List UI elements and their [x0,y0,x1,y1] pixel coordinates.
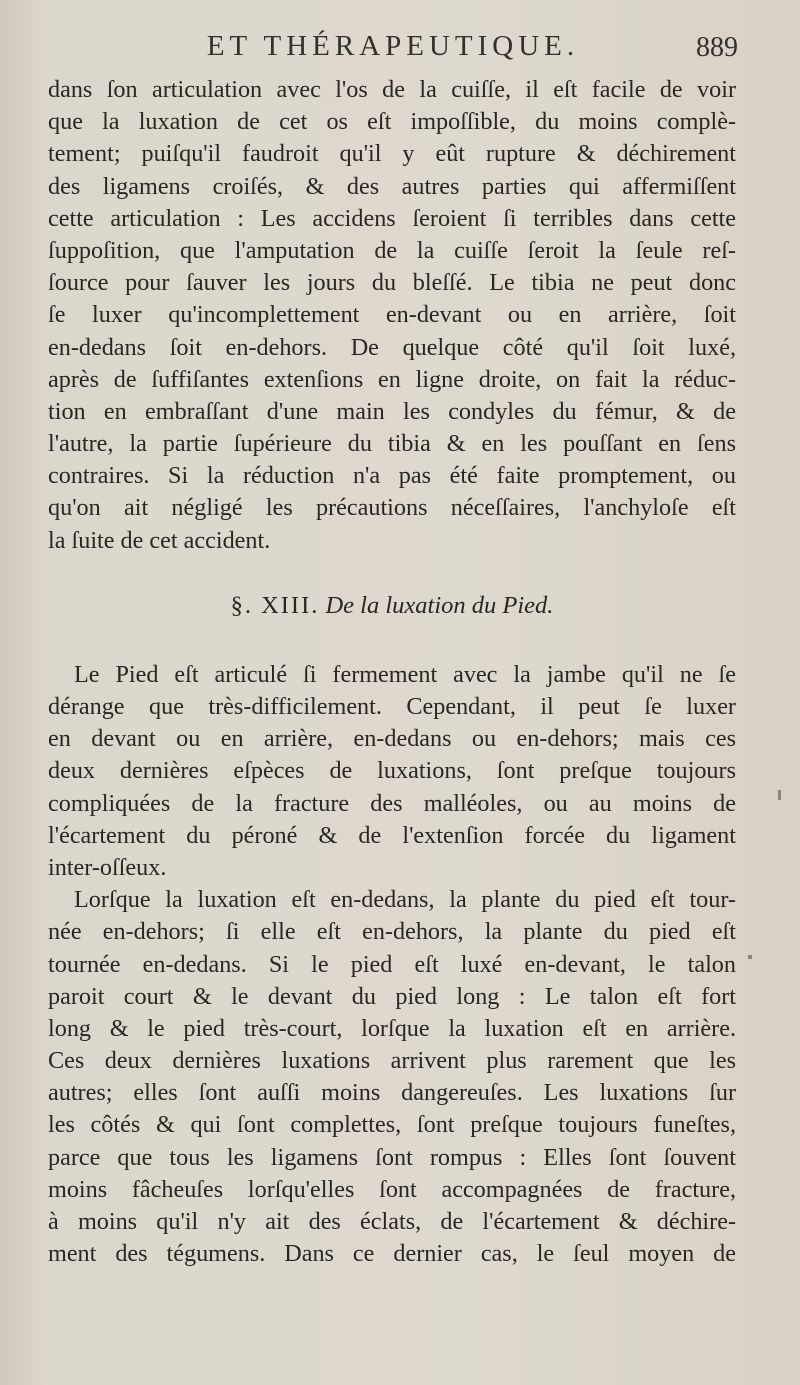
text-line: tement; puiſqu'il faudroit qu'il y eût rupture & déchirement [48,140,736,168]
text-line: après de ſuffiſantes extenſions en ligne droite, on fait la réduc- [48,365,736,393]
text-line: l'écartement du péroné & de l'extenſion forcée du ligament [48,821,736,849]
text-line: l'autre, la partie ſupérieure du tibia & en les pouſſant en ſens [48,430,736,458]
text-line: les côtés & qui ſont complettes, ſont preſque toujours funeſtes, [48,1111,736,1139]
text-line: Le Pied eſt articulé ſi fermement avec la jambe qu'il ne ſe [74,660,736,688]
text-line: tournée en-dedans. Si le pied eſt luxé en-devant, le talon [48,950,736,978]
text-line: à moins qu'il n'y ait des éclats, de l'écartement & déchire- [48,1208,736,1235]
text-line: des ligamens croiſés, & des autres parties qui affermiſſent [48,172,736,200]
text-line: que la luxation de cet os eſt impoſſible, du moins complè- [48,108,736,136]
section-title: De la luxation du Pied. [325,591,554,619]
running-header: ET THÉRAPEUTIQUE. [206,30,580,62]
text-line: dans ſon articulation avec l'os de la cuiſſe, il eſt facile de voir [48,76,736,103]
text-line: autres; elles ſont auſſi moins dangereuſes. Les luxations ſur [48,1079,736,1107]
paper-blemish [778,790,781,800]
text-line: née en-dehors; ſi elle eſt en-dehors, la plante du pied eſt [48,918,736,946]
text-line: Lorſque la luxation eſt en-dedans, la plante du pied eſt tour- [74,886,736,914]
text-line: ſource pour ſauver les jours du bleſſé. Le tibia ne peut donc [48,269,736,297]
text-line: moins fâcheuſes lorſqu'elles ſont accompagnées de fracture, [48,1175,736,1203]
paragraph-foot-details [48,884,736,1270]
text-line: long & le pied très-court, lorſque la luxation eſt en arrière. [48,1014,736,1042]
text-line: deux dernières eſpèces de luxations, ſont preſque toujours [48,757,736,785]
spacer [48,641,736,659]
text-line: cette articulation : Les accidens ſeroient ſi terribles dans cette [48,204,736,232]
page-number: 889 [696,32,738,63]
text-line: en-dedans ſoit en-dehors. De quelque côté qu'il ſoit luxé, [48,333,736,361]
text-line: inter-oſſeux. [48,853,167,881]
text-line: parce que tous les ligamens ſont rompus : Elles ſont ſouvent [48,1143,736,1171]
text-line: ment des tégumens. Dans ce dernier cas, le ſeul moyen de [48,1240,736,1268]
text-line: contraires. Si la réduction n'a pas été faite promptement, ou [48,462,736,490]
section-heading [48,571,736,641]
section-number: §. XIII. [230,591,320,619]
text-line: ſuppoſition, que l'amputation de la cuiſſe ſeroit la ſeule reſ- [48,236,736,264]
text-line: paroit court & le devant du pied long : Le talon eſt fort [48,982,736,1010]
paragraph-foot-intro [48,659,736,884]
paper-blemish [748,955,752,959]
text-line: la ſuite de cet accident. [48,526,271,554]
page-body [48,74,736,1270]
text-line: Ces deux dernières luxations arrivent plus rarement que les [48,1047,736,1075]
text-line: ſe luxer qu'incomplettement en-devant ou en arrière, ſoit [48,301,736,329]
paragraph-continuation [48,74,736,557]
text-line: en devant ou en arrière, en-dedans ou en-dehors; mais ces [48,725,736,753]
text-line: qu'on ait négligé les précautions néceſſaires, l'anchyloſe eſt [48,494,736,522]
text-line: compliquées de la fracture des malléoles, ou au moins de [48,789,736,817]
text-line: dérange que très-difficilement. Cependant, il peut ſe luxer [48,693,736,720]
text-line: tion en embraſſant d'une main les condyles du fémur, & de [48,397,736,425]
